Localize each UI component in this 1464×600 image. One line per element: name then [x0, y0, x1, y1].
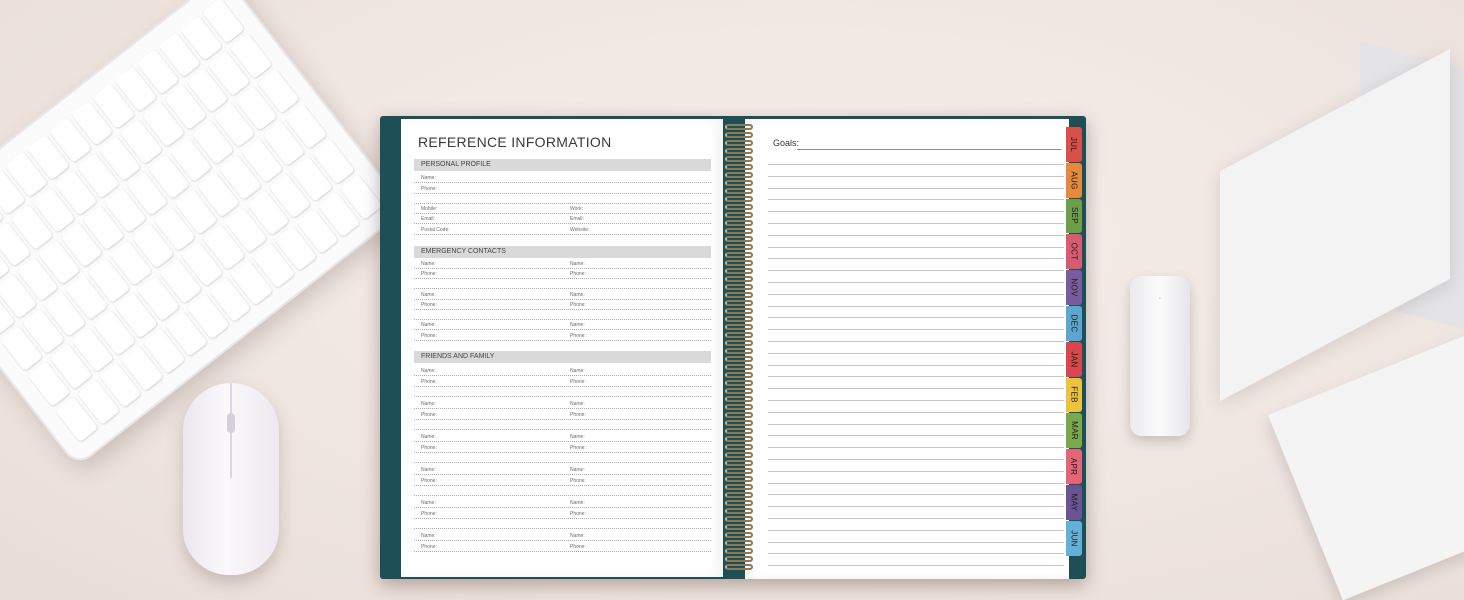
tab-label: JUL — [1069, 136, 1079, 152]
ruled-line — [768, 400, 1064, 401]
spiral-ring — [725, 196, 753, 202]
tab-jun[interactable] — [1066, 521, 1082, 556]
ruled-line — [768, 211, 1064, 212]
field-label-phone: Phone: — [570, 333, 586, 339]
section-personal-profile: PERSONAL PROFILE — [414, 159, 711, 171]
field-line — [414, 203, 711, 204]
field-line — [414, 474, 711, 475]
spiral-ring — [725, 132, 753, 138]
ruled-line — [768, 435, 1064, 436]
page-title: REFERENCE INFORMATION — [418, 134, 612, 150]
field-label-phone: Phone: — [570, 511, 586, 517]
spiral-ring — [725, 188, 753, 194]
spiral-ring — [725, 236, 753, 242]
field-label-phone: Phone: — [570, 302, 586, 308]
spiral-ring — [725, 260, 753, 266]
mouse — [183, 383, 279, 575]
field-label-name: Name: — [421, 261, 436, 267]
field-label-phone: Phone: — [421, 302, 437, 308]
field-label-name: Name: — [570, 368, 585, 374]
field-line — [414, 329, 711, 330]
spiral-ring — [725, 340, 753, 346]
spiral-ring — [725, 348, 753, 354]
spiral-ring — [725, 364, 753, 370]
spiral-ring — [725, 204, 753, 210]
field-line — [414, 288, 711, 289]
field-line — [414, 540, 711, 541]
section-emergency-contacts: EMERGENCY CONTACTS — [414, 246, 711, 258]
field-line — [414, 495, 711, 496]
field-label-postal-code: Postal Code: — [421, 227, 450, 233]
spiral-ring — [725, 556, 753, 562]
field-label-phone: Phone: — [570, 271, 586, 277]
stapler-logo: ◦ — [1158, 296, 1162, 302]
tab-label: JAN — [1069, 351, 1079, 368]
field-label-phone: Phone: — [570, 478, 586, 484]
field-label-phone: Phone: — [421, 333, 437, 339]
tab-oct[interactable] — [1066, 234, 1082, 269]
spiral-ring — [725, 404, 753, 410]
ruled-line — [768, 176, 1064, 177]
ruled-line — [768, 506, 1064, 507]
spiral-ring — [725, 156, 753, 162]
spiral-ring — [725, 276, 753, 282]
ruled-line — [768, 447, 1064, 448]
tab-label: FEB — [1069, 386, 1079, 404]
field-label-phone: Phone: — [421, 379, 437, 385]
field-line — [414, 452, 711, 453]
field-label-email-2: Email: — [570, 216, 584, 222]
field-line — [414, 441, 711, 442]
field-label-phone: Phone: — [421, 445, 437, 451]
field-label-phone: Phone: — [570, 445, 586, 451]
ruled-line — [768, 459, 1064, 460]
ruled-line — [768, 376, 1064, 377]
ruled-line — [768, 494, 1064, 495]
ruled-line — [768, 270, 1064, 271]
spiral-ring — [725, 444, 753, 450]
field-label-name: Name: — [570, 500, 585, 506]
tab-sep[interactable] — [1066, 199, 1082, 234]
tab-label: OCT — [1069, 242, 1079, 261]
ruled-line — [768, 341, 1064, 342]
tab-label: SEP — [1069, 207, 1079, 225]
tab-may[interactable] — [1066, 485, 1082, 520]
spiral-ring — [725, 316, 753, 322]
ruled-line — [768, 565, 1064, 566]
field-label-name: Name: — [421, 500, 436, 506]
ruled-line — [768, 258, 1064, 259]
tab-label: APR — [1069, 457, 1079, 476]
ruled-line — [768, 282, 1064, 283]
tab-label: AUG — [1069, 171, 1079, 190]
ruled-line — [768, 424, 1064, 425]
spiral-ring — [725, 308, 753, 314]
ruled-line — [768, 329, 1064, 330]
field-line — [414, 518, 711, 519]
field-label-work: Work: — [570, 206, 583, 212]
field-label-name: Name: — [421, 322, 436, 328]
tab-feb[interactable] — [1066, 378, 1082, 413]
ruled-line — [768, 247, 1064, 248]
ruled-line — [768, 553, 1064, 554]
field-line — [414, 309, 711, 310]
spiral-ring — [725, 468, 753, 474]
spiral-ring — [725, 436, 753, 442]
field-label-name: Name: — [570, 322, 585, 328]
field-label-name: Name: — [421, 368, 436, 374]
ruled-line — [768, 518, 1064, 519]
spiral-ring — [725, 124, 753, 130]
field-line — [414, 299, 711, 300]
tab-apr[interactable] — [1066, 449, 1082, 484]
spiral-ring — [725, 300, 753, 306]
field-label-name: Name: — [570, 533, 585, 539]
field-label-email: Email: — [421, 216, 435, 222]
field-line — [414, 551, 711, 552]
spiral-ring — [725, 476, 753, 482]
spiral-ring — [725, 380, 753, 386]
spiral-ring — [725, 140, 753, 146]
tab-mar[interactable] — [1066, 413, 1082, 448]
goals-line — [797, 149, 1061, 150]
spiral-ring — [725, 524, 753, 530]
spiral-ring — [725, 532, 753, 538]
field-label-phone: Phone: — [570, 412, 586, 418]
spiral-ring — [725, 484, 753, 490]
field-label-name: Name: — [421, 434, 436, 440]
ruled-line — [768, 483, 1064, 484]
field-line — [414, 319, 711, 320]
spiral-ring — [725, 516, 753, 522]
white-cube — [1220, 0, 1464, 320]
tab-dec[interactable] — [1066, 306, 1082, 341]
spiral-ring — [725, 164, 753, 170]
field-line — [414, 223, 711, 224]
field-label-mobile: Mobile: — [421, 206, 438, 212]
field-line — [414, 396, 711, 397]
spiral-ring — [725, 172, 753, 178]
spiral-ring — [725, 388, 753, 394]
field-line — [414, 234, 711, 235]
tab-label: NOV — [1069, 278, 1079, 297]
field-label-phone: Phone: — [421, 478, 437, 484]
section-friends-family: FRIENDS AND FAMILY — [414, 351, 711, 363]
field-line — [414, 268, 711, 269]
spiral-ring — [725, 252, 753, 258]
field-label-name: Name: — [421, 175, 436, 181]
spiral-ring — [725, 212, 753, 218]
spiral-ring — [725, 292, 753, 298]
field-line — [414, 213, 711, 214]
spiral-ring — [725, 148, 753, 154]
field-line — [414, 375, 711, 376]
spiral-ring — [725, 540, 753, 546]
field-label-name: Name: — [570, 292, 585, 298]
ruled-line — [768, 199, 1064, 200]
field-line — [414, 485, 711, 486]
field-line — [414, 278, 711, 279]
spiral-ring — [725, 492, 753, 498]
spiral-ring — [725, 460, 753, 466]
field-label-name: Name: — [570, 261, 585, 267]
tab-label: MAR — [1069, 421, 1079, 441]
spiral-ring — [725, 508, 753, 514]
field-label-name: Name: — [570, 434, 585, 440]
spiral-ring — [725, 452, 753, 458]
tab-nov[interactable] — [1066, 270, 1082, 305]
field-label-name: Name: — [570, 401, 585, 407]
field-label-website: Website: — [570, 227, 590, 233]
spiral-ring — [725, 356, 753, 362]
ruled-line — [768, 388, 1064, 389]
field-label-name: Name: — [570, 467, 585, 473]
field-line — [414, 340, 711, 341]
ruled-line — [768, 164, 1064, 165]
ruled-line — [768, 317, 1064, 318]
field-line — [414, 507, 711, 508]
ruled-line — [768, 542, 1064, 543]
field-label-phone: Phone: — [421, 544, 437, 550]
ruled-line — [768, 188, 1064, 189]
goals-label: Goals: — [773, 138, 800, 148]
spiral-ring — [725, 220, 753, 226]
field-label-phone: Phone: — [421, 511, 437, 517]
tab-label: JUN — [1069, 529, 1079, 547]
spiral-ring — [725, 372, 753, 378]
ruled-line — [768, 530, 1064, 531]
ruled-line — [768, 294, 1064, 295]
tab-label: MAY — [1069, 493, 1079, 512]
spiral-ring — [725, 548, 753, 554]
left-page — [401, 119, 723, 577]
spiral-ring — [725, 500, 753, 506]
field-label-phone: Phone: — [421, 271, 437, 277]
field-line — [414, 386, 711, 387]
field-label-name: Name: — [421, 401, 436, 407]
spiral-ring — [725, 228, 753, 234]
ruled-line — [768, 306, 1064, 307]
tab-aug[interactable] — [1066, 163, 1082, 198]
spiral-ring — [725, 284, 753, 290]
field-label-phone: Phone: — [570, 379, 586, 385]
ruled-line — [768, 223, 1064, 224]
tab-jul[interactable] — [1066, 127, 1082, 162]
ruled-line — [768, 365, 1064, 366]
spiral-binding — [723, 124, 757, 574]
ruled-line — [768, 235, 1064, 236]
field-label-phone: Phone: — [570, 544, 586, 550]
spiral-ring — [725, 396, 753, 402]
spiral-ring — [725, 244, 753, 250]
spiral-ring — [725, 180, 753, 186]
field-label-name: Name: — [421, 467, 436, 473]
spiral-ring — [725, 324, 753, 330]
field-line — [414, 193, 711, 194]
spiral-ring — [725, 268, 753, 274]
stapler — [1130, 276, 1190, 436]
field-line — [414, 462, 711, 463]
field-label-name: Name: — [421, 533, 436, 539]
mouse-wheel — [227, 413, 235, 433]
tab-label: DEC — [1069, 314, 1079, 333]
field-label-phone: Phone: — [421, 186, 437, 192]
field-line — [414, 419, 711, 420]
ruled-line — [768, 353, 1064, 354]
spiral-ring — [725, 420, 753, 426]
spiral-ring — [725, 428, 753, 434]
field-line — [414, 182, 711, 183]
tab-jan[interactable] — [1066, 342, 1082, 377]
field-label-name: Name: — [421, 292, 436, 298]
field-line — [414, 408, 711, 409]
ruled-line — [768, 412, 1064, 413]
field-line — [414, 429, 711, 430]
spiral-ring — [725, 564, 753, 570]
ruled-line — [768, 471, 1064, 472]
spiral-ring — [725, 412, 753, 418]
field-label-phone: Phone: — [421, 412, 437, 418]
spiral-ring — [725, 332, 753, 338]
field-line — [414, 528, 711, 529]
